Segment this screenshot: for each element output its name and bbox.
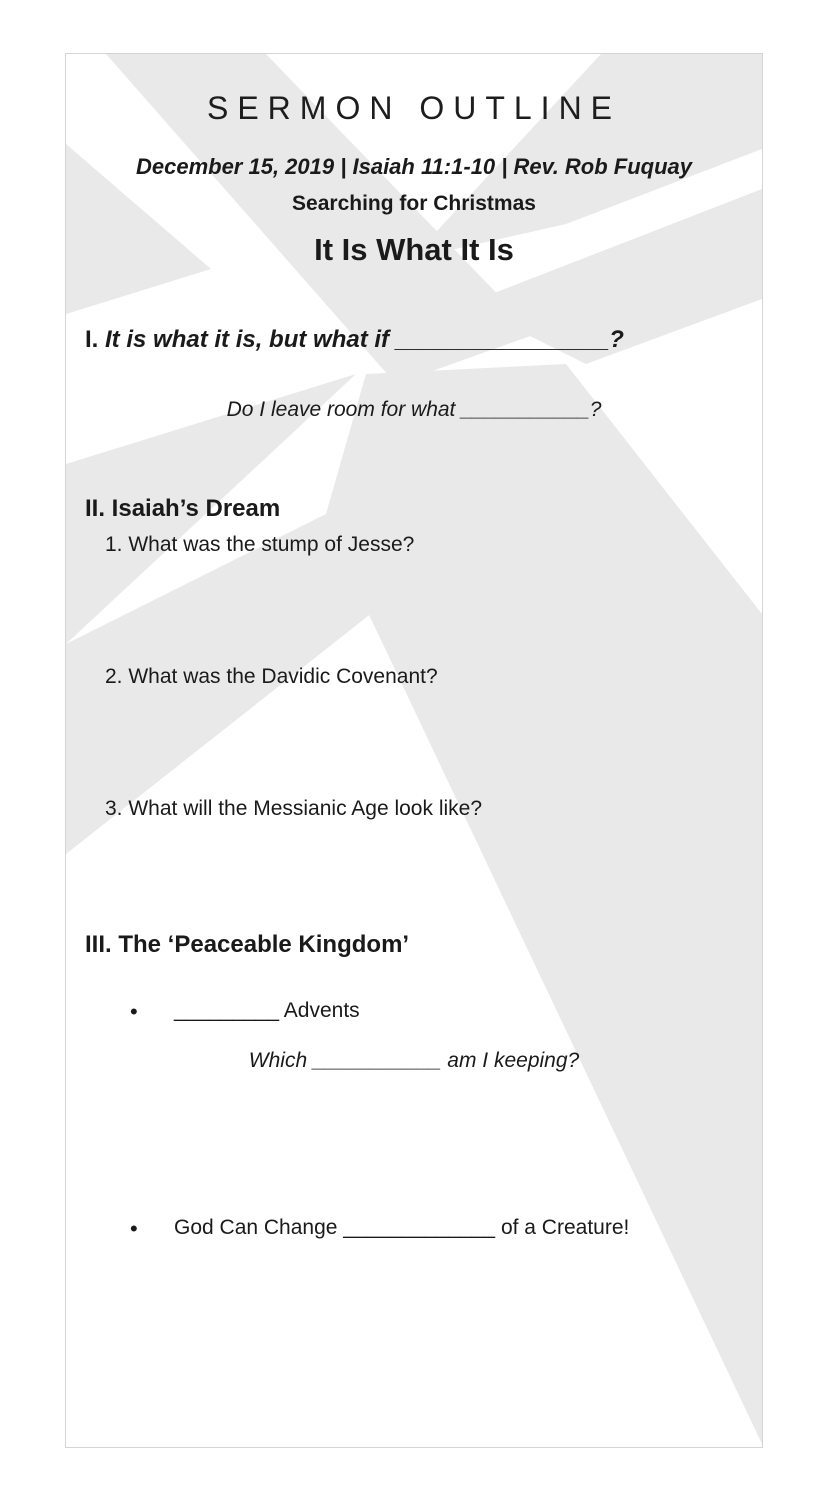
- section-1-numeral: I.: [85, 326, 99, 353]
- outline-content: [66, 54, 762, 1447]
- series-name: Searching for Christmas: [292, 192, 536, 215]
- page-title: SERMON OUTLINE: [206, 90, 622, 126]
- outline-sheet: [65, 53, 763, 1448]
- list-item: 2. What was the Davidic Covenant?: [105, 665, 438, 688]
- list-item: 1. What was the stump of Jesse?: [105, 533, 415, 556]
- sermon-meta: December 15, 2019 | Isaiah 11:1-10 | Rev. Rob Fuquay: [135, 154, 693, 179]
- list-item: 3. What will the Messianic Age look like?: [105, 797, 483, 820]
- bullet-icon: •: [130, 1216, 138, 1241]
- bullet-item: _________ Advents: [174, 999, 360, 1022]
- section-1-heading-text: It is what it is, but what if ________________?: [105, 326, 624, 353]
- section-1-question: Do I leave room for what ___________?: [226, 398, 602, 421]
- bullet-item: God Can Change _____________ of a Creature!: [174, 1216, 630, 1239]
- bullet-icon: •: [130, 999, 138, 1024]
- sermon-title: It Is What It Is: [314, 232, 514, 267]
- bullet-sub-question: Which ___________ am I keeping?: [248, 1049, 580, 1072]
- section-2-heading: II. Isaiah’s Dream: [85, 495, 281, 522]
- section-3-heading: III. The ‘Peaceable Kingdom’: [85, 931, 410, 958]
- section-1-heading: [85, 326, 624, 354]
